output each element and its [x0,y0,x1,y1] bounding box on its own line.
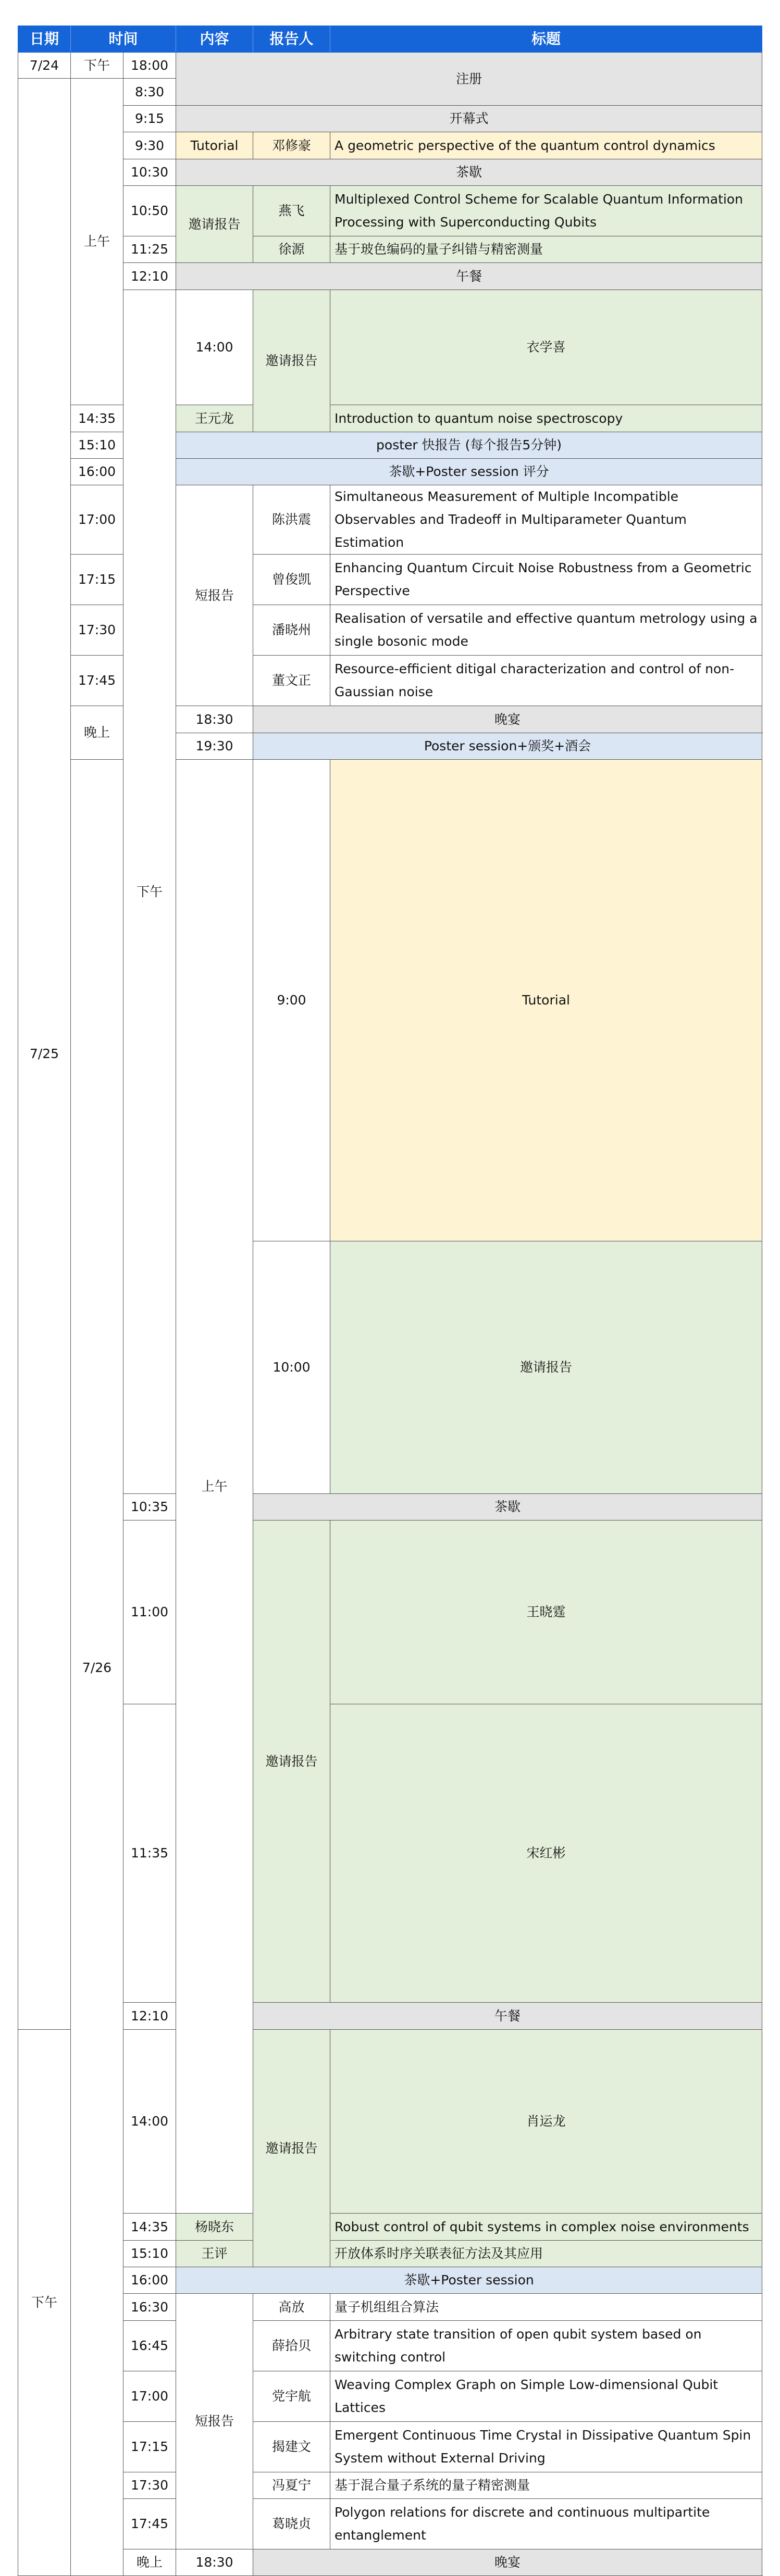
table-cell: 短报告 [176,2294,253,2549]
table-cell: 上午 [71,79,123,405]
table-cell: 17:00 [123,2371,176,2422]
table-cell: 董文正 [253,656,330,706]
table-cell: Introduction to quantum noise spectroscopy [330,405,762,432]
table-cell: Weaving Complex Graph on Simple Low-dimensional Qubit Lattices [330,2371,762,2422]
table-row [18,53,762,79]
table-cell: 17:30 [123,2472,176,2499]
table-cell: 王元龙 [176,405,253,432]
table-cell: 16:00 [71,459,123,485]
table-cell: 10:30 [123,159,176,186]
table-cell: 基于玻色编码的量子纠错与精密测量 [330,236,762,263]
table-cell: Poster session+颁奖+酒会 [253,733,762,760]
table-cell: poster 快报告 (每个报告5分钟) [176,432,762,459]
table-row [18,2214,762,2241]
table-row [18,2472,762,2499]
table-cell: Multiplexed Control Scheme for Scalable Quantum Information Processing with Superconducting Qubits [330,186,762,236]
table-cell: Polygon relations for discrete and continuous multipartite entanglement [330,2499,762,2549]
table-cell: 茶歇+Poster session 评分 [176,459,762,485]
table-cell: 12:10 [123,263,176,290]
table-cell: 开放体系时序关联表征方法及其应用 [330,2241,762,2267]
table-row [18,2499,762,2549]
table-row [18,2549,762,2576]
table-cell: 下午 [123,290,176,1494]
table-cell: 15:10 [123,2241,176,2267]
table-cell: 注册 [176,53,762,106]
table-cell: 高放 [253,2294,330,2321]
table-cell: Resource-efficient ditigal characterization and control of non-Gaussian noise [330,656,762,706]
table-cell: Tutorial [176,132,253,159]
table-cell: 12:10 [123,2003,176,2030]
table-cell: 午餐 [176,263,762,290]
table-cell: A geometric perspective of the quantum control dynamics [330,132,762,159]
table-cell: 邀请报告 [330,1241,762,1494]
table-cell: Arbitrary state transition of open qubit system based on switching control [330,2321,762,2371]
table-cell: 17:00 [71,485,123,555]
table-cell: 10:50 [123,186,176,236]
table-cell: 晚上 [123,2549,176,2576]
table-cell: 薛拾贝 [253,2321,330,2371]
table-cell: 上午 [176,760,253,2214]
header-time: 时间 [71,26,176,53]
table-cell: 17:30 [71,605,123,656]
table-cell: 邀请报告 [176,186,253,263]
table-cell: Tutorial [330,760,762,1241]
table-cell: 7/25 [18,79,71,2030]
table-cell: 14:35 [71,405,123,432]
table-cell: 17:45 [123,2499,176,2549]
table-row [18,132,762,159]
table-cell: 16:00 [123,2267,176,2294]
table-cell: Enhancing Quantum Circuit Noise Robustness from a Geometric Perspective [330,555,762,605]
table-cell: Robust control of qubit systems in complex noise environments [330,2214,762,2241]
table-row [18,2371,762,2422]
table-cell: 揭建文 [253,2422,330,2472]
table-cell: 18:30 [176,2549,253,2576]
table-cell: 邀请报告 [253,2030,330,2267]
table-cell: 宋红彬 [330,1704,762,2003]
table-row [18,106,762,132]
header-date: 日期 [18,26,71,53]
table-cell: 王评 [176,2241,253,2267]
table-cell: 晚上 [71,706,123,760]
table-cell: 肖运龙 [330,2030,762,2214]
table-cell: 7/24 [18,53,71,79]
table-row [18,159,762,186]
table-row [18,290,762,405]
table-cell: 14:00 [123,2030,176,2214]
table-cell: 短报告 [176,485,253,706]
header-content: 内容 [176,26,253,53]
table-row [18,2294,762,2321]
table-cell: 17:45 [71,656,123,706]
table-cell: 茶歇 [253,1494,762,1521]
table-cell: 15:10 [71,432,123,459]
table-cell: Simultaneous Measurement of Multiple Incompatible Observables and Tradeoff in Multiparameter Quantum Estimation [330,485,762,555]
table-cell: 茶歇+Poster session [176,2267,762,2294]
table-cell: 午餐 [253,2003,762,2030]
table-cell: 晚宴 [253,2549,762,2576]
table-cell: 7/26 [71,760,123,2576]
table-cell: 量子机组组合算法 [330,2294,762,2321]
table-cell: 14:00 [176,290,253,405]
table-cell: 开幕式 [176,106,762,132]
table-row [18,186,762,236]
table-cell: 潘晓州 [253,605,330,656]
table-cell: 燕飞 [253,186,330,236]
table-cell: 11:35 [123,1704,176,2003]
table-cell: 9:00 [253,760,330,1241]
table-cell: Realisation of versatile and effective quantum metrology using a single bosonic mode [330,605,762,656]
table-cell: 9:30 [123,132,176,159]
table-cell: 19:30 [176,733,253,760]
header-row [18,26,762,53]
table-row [18,236,762,263]
table-cell: 邓修豪 [253,132,330,159]
table-row [18,263,762,290]
table-cell: 邀请报告 [253,290,330,432]
table-cell: 衣学喜 [330,290,762,405]
table-row [18,2030,762,2214]
table-cell: 14:35 [123,2214,176,2241]
table-cell: 晚宴 [253,706,762,733]
table-row [18,2321,762,2371]
table-row [18,2267,762,2294]
schedule-table [18,26,762,2576]
table-cell: 下午 [18,2030,71,2576]
table-cell: 10:00 [253,1241,330,1494]
table-cell: 18:30 [176,706,253,733]
table-row [18,1521,762,1704]
table-cell: 党宇航 [253,2371,330,2422]
table-row [18,1494,762,1521]
table-cell: 16:45 [123,2321,176,2371]
table-cell: 徐源 [253,236,330,263]
table-cell: 11:00 [123,1521,176,1704]
table-cell: 葛晓贞 [253,2499,330,2549]
table-cell: 冯夏宁 [253,2472,330,2499]
table-row [18,1704,762,2003]
header-speaker: 报告人 [253,26,330,53]
table-cell: 16:30 [123,2294,176,2321]
table-cell: 18:00 [123,53,176,79]
table-cell: 曾俊凯 [253,555,330,605]
table-cell: 陈洪震 [253,485,330,555]
schedule-body [18,53,762,2576]
table-cell: 杨晓东 [176,2214,253,2241]
table-row [18,2422,762,2472]
table-cell: 17:15 [71,555,123,605]
table-cell: 8:30 [123,79,176,106]
table-cell: 17:15 [123,2422,176,2472]
table-cell: 9:15 [123,106,176,132]
table-cell: 王晓霆 [330,1521,762,1704]
table-cell: 10:35 [123,1494,176,1521]
table-row [18,2003,762,2030]
table-cell: 下午 [71,53,123,79]
table-cell: 邀请报告 [253,1521,330,2003]
table-cell: 基于混合量子系统的量子精密测量 [330,2472,762,2499]
table-cell: Emergent Continuous Time Crystal in Dissipative Quantum Spin System without External Driving [330,2422,762,2472]
table-cell: 茶歇 [176,159,762,186]
table-row [18,2241,762,2267]
header-title: 标题 [330,26,762,53]
table-cell: 11:25 [123,236,176,263]
